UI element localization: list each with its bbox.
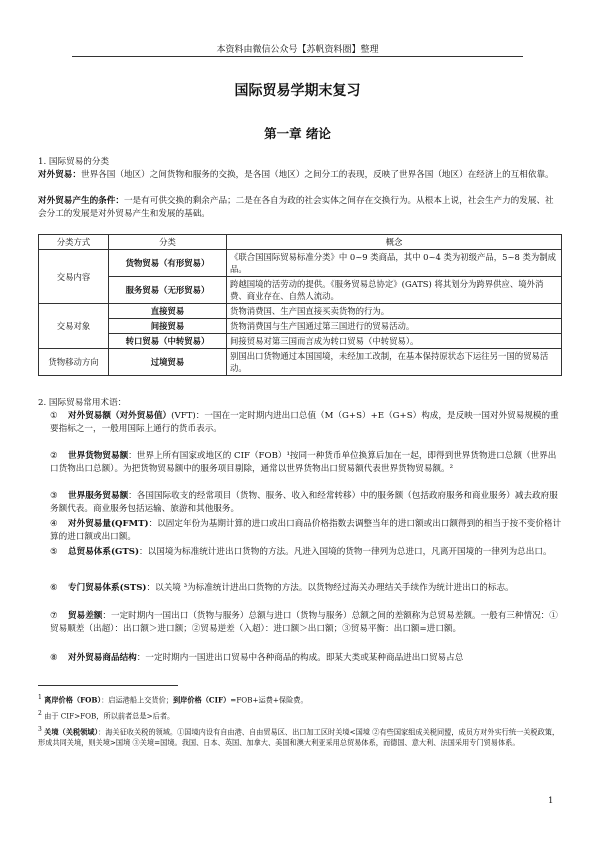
footnote-term: 离岸价格（FOB） (44, 695, 102, 705)
footnote (38, 724, 562, 748)
list-item (50, 410, 562, 436)
item-number: ⑦ (50, 611, 58, 621)
item-text: (VFT)：一国在一定时期内进出口总值（M（G+S）+E（G+S）构成，是反映一国对外贸易规模的重要指标之一，一般用国际上通行的货币表示。 (50, 411, 559, 434)
footnote-number: 3 (38, 726, 42, 733)
definition-conditions (38, 195, 558, 220)
document-title: 国际贸易学期末复习 (234, 83, 361, 99)
item-text: ：以固定年份为基期计算的进口或出口商品价格指数去调整当年的进口额或出口额得到的相当于按不变价格计算的进口额或出口额。 (50, 519, 562, 542)
item-text: ：一定时期内一国出口（货物与服务）总额与进口（货物与服务）总额之间的差额称为总贸易差额。一般有三种情况：①贸易顺差（出超）：出口额＞进口额；②贸易逆差（入超）：进口额＞出口额；③贸易平衡：出口额=进口额。 (50, 611, 558, 634)
item-text: ：以国境为标准统计进出口货物的方法。凡进入国境的货物一律列为总进口，凡离开国境的一律列为总出口。 (139, 547, 552, 557)
item-term: 世界服务贸易额 (68, 491, 129, 501)
definition-term: 对外贸易产生的条件： (38, 196, 124, 206)
list-item (50, 610, 562, 636)
item-number: ① (50, 411, 58, 421)
table-category-cell: 直接贸易 (109, 304, 227, 319)
table-header-cell: 概念 (227, 235, 562, 250)
table-category-cell: 货物贸易（有形贸易） (109, 250, 227, 277)
item-number: ② (50, 451, 58, 461)
footnote-text: ：启运港船上交货价； (101, 695, 173, 705)
list-item (50, 490, 562, 516)
table-group-cell: 货物移动方向 (39, 349, 109, 376)
list-item (50, 450, 562, 476)
table-row (39, 250, 562, 277)
table-row (39, 319, 562, 334)
table-group-cell: 交易对象 (39, 304, 109, 349)
chapter-title: 第一章 绪论 (264, 126, 331, 141)
item-term: 对外贸易量(QFMT) (68, 519, 149, 529)
section1-heading: 1. 国际贸易的分类 (38, 157, 110, 167)
header-rule (72, 56, 523, 57)
item-text: ：世界上所有国家或地区的 CIF（FOB）¹按同一种货币单位换算后加在一起，即得到世界货物进口总额（世界出口货物出口总额）。为把货物贸易额中的服务项目剔除，通常以世界货物出口贸易额代表世界货物贸易额。² (50, 451, 557, 474)
footnote (38, 692, 562, 705)
item-text: ：一定时期内一国进出口贸易中各种商品的构成。即某大类或某种商品进出口贸易占总 (136, 653, 464, 663)
table-category-cell: 服务贸易（无形贸易） (109, 277, 227, 304)
footnote-text: =FOB+运费+保险费。 (230, 695, 308, 705)
table-desc-cell: 别国出口货物通过本国国境，未经加工改制，在基本保持原状态下运往另一国的贸易活动。 (227, 349, 562, 376)
table-desc-cell: 货物消费国、生产国直接买卖货物的行为。 (227, 304, 562, 319)
list-item (50, 518, 562, 544)
item-number: ⑧ (50, 653, 58, 663)
classification-table (38, 234, 562, 376)
item-term: 对外贸易额（对外贸易值） (68, 411, 172, 421)
list-item (50, 546, 562, 559)
table-header-row (39, 235, 562, 250)
item-text: ：以关境 ³为标准统计进出口货物的方法。以货物经过海关办理结关手续作为统计进出口的标志。 (146, 583, 514, 593)
item-term: 贸易差额 (68, 611, 103, 621)
page-number: 1 (548, 796, 554, 806)
table-header-cell: 分类方式 (39, 235, 109, 250)
list-item (50, 652, 562, 665)
definition-text: 世界各国（地区）之间货物和服务的交换，是各国（地区）之间分工的表现，反映了世界各国（地区）在经济上的互相依靠。 (80, 170, 554, 180)
footnote-text: ：海关征收关税的领域。①国境内设有自由港、自由贸易区、出口加工区时关境<国境 ②有些国家组成关税同盟，成员方对外实行统一关税政策，形成共同关境，则关境>国境 ③关境=国境。我国、日本、英国、加拿大、美国和澳大利亚采用总贸易体系，而德国、意大利、法国采用专门贸易体系。 (38, 727, 560, 748)
table-row (39, 349, 562, 376)
footnote-rule (38, 685, 178, 686)
table-desc-cell: 跨越国境的活劳动的提供。《服务贸易总协定》(GATS) 将其划分为跨界供应、境外消费、商业存在、自然人流动。 (227, 277, 562, 304)
list-item (50, 582, 562, 595)
table-category-cell: 转口贸易（中转贸易） (109, 334, 227, 349)
item-term: 世界货物贸易额 (68, 451, 129, 461)
table-row (39, 277, 562, 304)
table-group-cell: 交易内容 (39, 250, 109, 304)
item-text: ：各国国际收支的经常项目（货物、服务、收入和经常转移）中的服务额（包括政府服务和商业服务）减去政府服务额代表。商业服务包括运输、旅游和其他服务。 (50, 491, 558, 514)
item-term: 对外贸易商品结构 (68, 653, 137, 663)
footnote-term: 到岸价格（CIF） (172, 695, 231, 705)
table-row (39, 334, 562, 349)
page-header: 本资料由微信公众号【苏帆资料圈】整理 (216, 45, 379, 55)
table-category-cell: 过境贸易 (109, 349, 227, 376)
table-desc-cell: 间接贸易对第三国而言成为转口贸易（中转贸易）。 (227, 334, 562, 349)
table-row (39, 304, 562, 319)
item-term: 总贸易体系(GTS) (68, 547, 140, 557)
footnote-number: 1 (38, 694, 42, 701)
definition-term: 对外贸易： (38, 170, 81, 180)
definition-foreign-trade (38, 169, 558, 182)
table-desc-cell: 《联合国国际贸易标准分类》中 0~9 类商品，其中 0~4 类为初级产品，5~8 类为制成品。 (227, 250, 562, 277)
footnote-number: 2 (38, 710, 42, 717)
footnote-term: 关境（关税领域） (44, 727, 99, 737)
item-term: 专门贸易体系(STS) (68, 583, 147, 593)
item-number: ⑤ (50, 547, 58, 557)
table-category-cell: 间接贸易 (109, 319, 227, 334)
table-desc-cell: 货物消费国与生产国通过第三国进行的贸易活动。 (227, 319, 562, 334)
item-number: ③ (50, 491, 58, 501)
footnote-text: 由于 CIF>FOB，所以前者总是>后者。 (44, 711, 175, 721)
footnote (38, 708, 562, 721)
item-number: ④ (50, 519, 58, 529)
table-header-cell: 分类 (109, 235, 227, 250)
definition-text: 一是有可供交换的剩余产品；二是在各自为政的社会实体之间存在交换行为。从根本上说，社会生产力的发展、社会分工的发展是对外贸易产生和发展的基础。 (38, 196, 554, 219)
item-number: ⑥ (50, 583, 58, 593)
section2-heading: 2. 国际贸易常用术语： (38, 398, 127, 408)
